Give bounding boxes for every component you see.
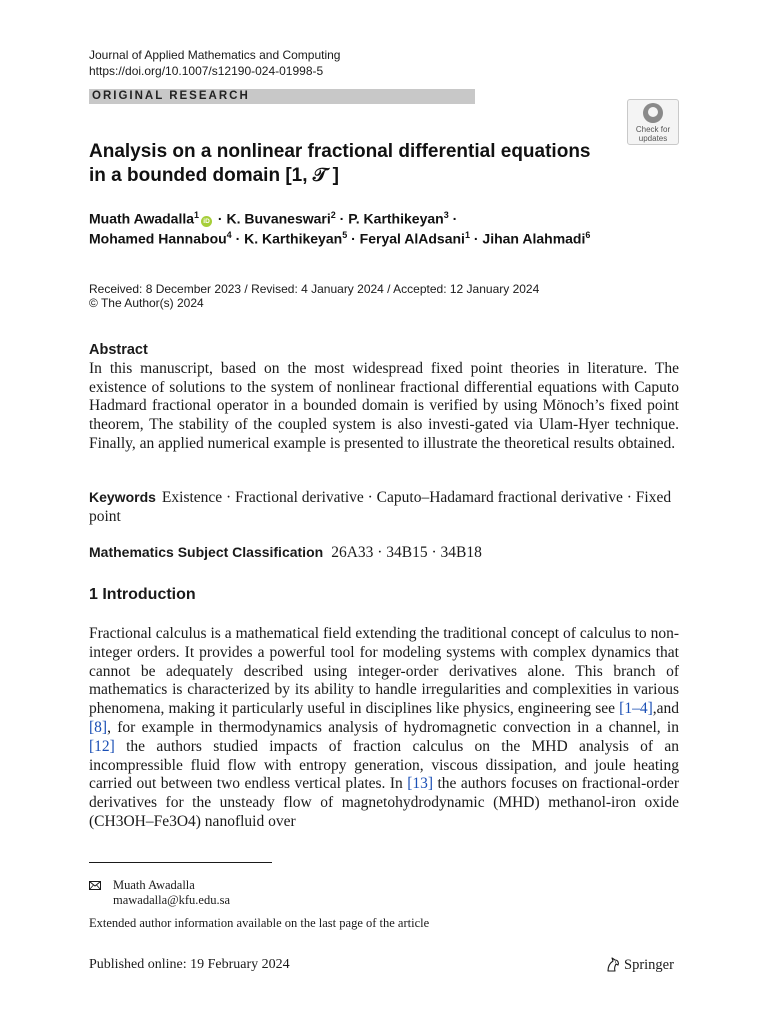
- corresponding-author-name: Muath Awadalla: [113, 878, 195, 892]
- paper-title-line2: in a bounded domain [1, 𝒯 ]: [89, 165, 339, 186]
- bookmark-icon: [643, 103, 663, 123]
- section-label: ORIGINAL RESEARCH: [92, 90, 250, 102]
- introduction-heading: 1 Introduction: [89, 586, 196, 603]
- doi-link[interactable]: https://doi.org/10.1007/s12190-024-01998-5: [89, 64, 324, 78]
- intro-text-part: , for example in thermodynamics analysis of hydromagnetic convection in a channel, in: [107, 718, 679, 736]
- author-name[interactable]: Mohamed Hannabou: [89, 230, 227, 247]
- extended-author-note: Extended author information available on the last page of the article: [89, 916, 430, 930]
- springer-horse-icon: [604, 955, 622, 973]
- published-date: Published online: 19 February 2024: [89, 957, 290, 972]
- author-affiliation: 3: [443, 210, 449, 220]
- intro-text-part: Fractional calculus is a mathematical field extending the traditional concept of calculus to non-integer orders. It provides a powerful tool for modeling systems with complex dynamics that cannot be adequately described using integer-order derivatives alone. This branch of mathematics is characterized by its ability to handle irregularities and complexities in various phenomena, making it particularly useful in disciplines like physics, engineering see: [89, 625, 679, 718]
- author-list-line1: Muath Awadalla$^1$iD · K. Buvaneswari$^2$ · P. Karthikeyan$^3$ ·: [89, 210, 458, 227]
- author-name[interactable]: K. Buvaneswari: [226, 210, 331, 227]
- author-name[interactable]: P. Karthikeyan: [348, 210, 444, 227]
- history-dates: Received: 8 December 2023 / Revised: 4 January 2024 / Accepted: 12 January 2024: [89, 282, 540, 296]
- paper-title-line1: Analysis on a nonlinear fractional differential equations: [89, 141, 591, 162]
- citation-link[interactable]: [13]: [407, 775, 434, 793]
- author-name[interactable]: K. Karthikeyan: [244, 230, 343, 247]
- check-for-updates-badge[interactable]: [627, 99, 679, 145]
- author-name[interactable]: Jihan Alahmadi: [482, 230, 586, 247]
- msc-label: Mathematics Subject Classification: [89, 544, 324, 560]
- abstract-text: In this manuscript, based on the most widespread fixed point theories in literature. The existence of solutions to the system of nonlinear fractional differential equations with Caputo Hadmard fractional operator in a bounded domain is verified by using Mönoch’s fixed point theorem, The stability of the coupled system is also investi-gated via Ulam-Hyer technique. Finally, an applied numerical example is presented to illustrate the theoretical results obtained.: [89, 360, 679, 452]
- author-affiliation: 2: [330, 210, 336, 220]
- author-affiliation: 4: [226, 230, 232, 240]
- mail-icon: [89, 881, 101, 890]
- citation-link[interactable]: [1–4]: [619, 700, 653, 718]
- author-affiliation: 1: [194, 210, 200, 220]
- check-for-updates-label: Check for updates: [635, 125, 671, 143]
- keywords-text: Existence · Fractional derivative · Caputo–Hadamard fractional derivative · Fixed point: [89, 489, 672, 525]
- paper-title: [89, 140, 649, 188]
- author-affiliation: 5: [342, 230, 348, 240]
- orcid-icon[interactable]: iD: [201, 216, 212, 227]
- keywords: [89, 488, 679, 526]
- author-name[interactable]: Muath Awadalla: [89, 210, 195, 227]
- introduction-paragraph: [89, 625, 679, 832]
- publisher-name: Springer: [624, 957, 674, 973]
- corresponding-author-email[interactable]: mawadalla@kfu.edu.sa: [113, 893, 231, 907]
- footnote-rule: [89, 862, 272, 863]
- keywords-label: Keywords: [89, 489, 156, 505]
- author-affiliation: 1: [464, 230, 470, 240]
- intro-text-part: the authors focuses on fractional-order derivatives for the unsteady flow of magnetohydrodynamic (MHD) methanol-iron oxide (CH3OH–Fe3O4) nanofluid over: [89, 775, 680, 830]
- msc-codes: 26A33 · 34B15 · 34B18: [331, 544, 482, 561]
- copyright: © The Author(s) 2024: [89, 296, 204, 310]
- journal-name: Journal of Applied Mathematics and Computing: [89, 48, 341, 62]
- author-list-line2: Mohamed Hannabou$^4$ · K. Karthikeyan$^5$ · Feryal AlAdsani$^1$ · Jihan Alahmadi$^6$: [89, 230, 591, 247]
- intro-text-part: ,and: [652, 700, 679, 718]
- citation-link[interactable]: [12]: [89, 737, 115, 755]
- abstract-heading: Abstract: [89, 342, 148, 358]
- author-name[interactable]: Feryal AlAdsani: [359, 230, 465, 247]
- intro-text-part: the authors studied impacts of fraction calculus on the MHD analysis of an incompressible fluid flow with entropy generation, viscous dissipation, and joule heating carried out between two endless vertical plates. In: [89, 737, 679, 793]
- msc-classification: [89, 544, 482, 562]
- author-affiliation: 6: [585, 230, 591, 240]
- citation-link[interactable]: [8]: [89, 718, 108, 736]
